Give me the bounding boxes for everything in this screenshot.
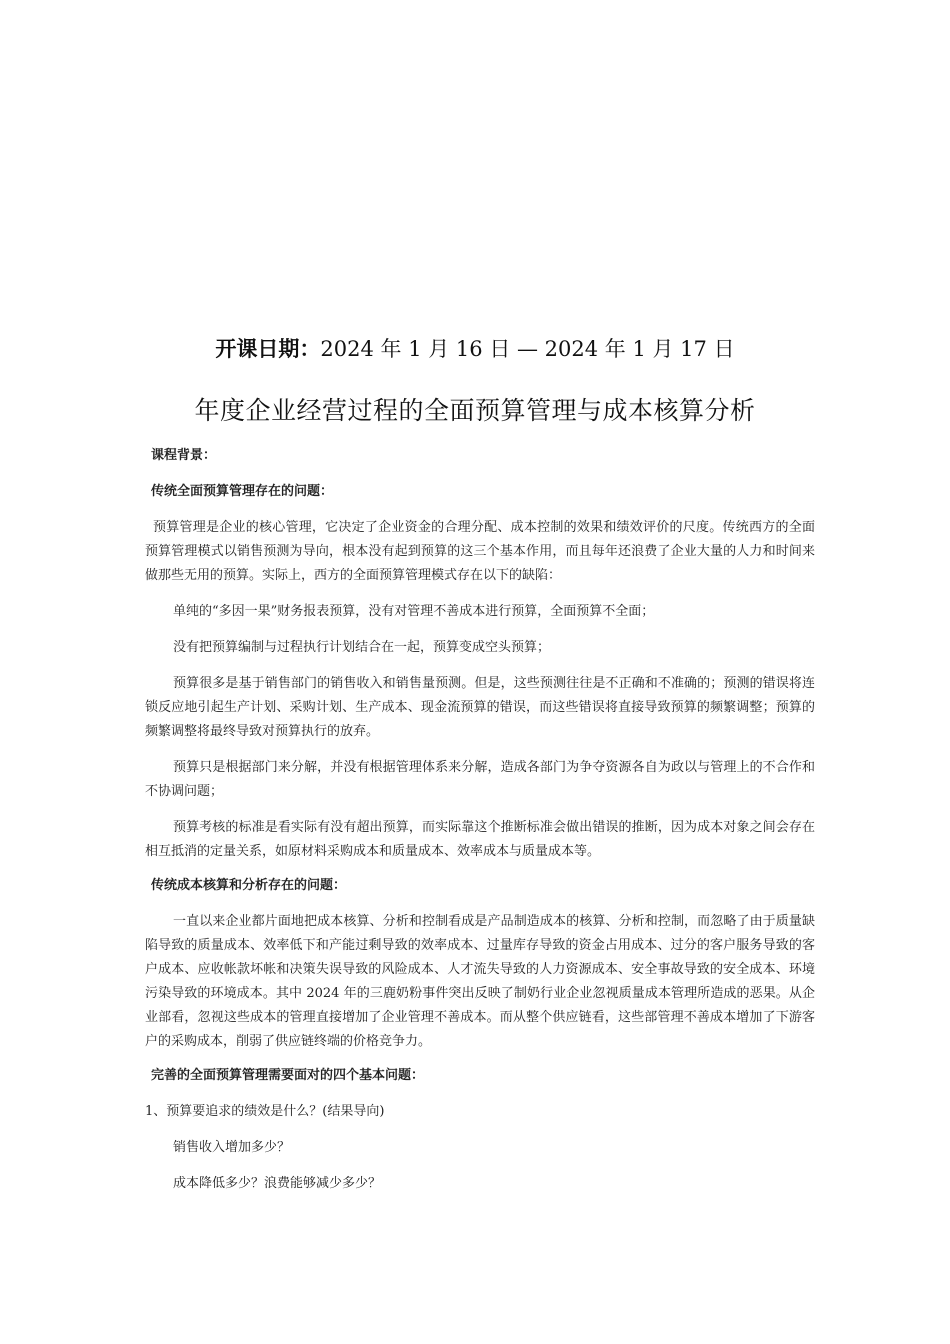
document-body [145, 444, 815, 1208]
budget-defect-item: 预算考核的标准是看实际有没有超出预算，而实际靠这个推断标准会做出错误的推断，因为成本对象之间会存在相互抵消的定量关系，如原材料采购成本和质量成本、效率成本与质量成本等。 [145, 820, 815, 859]
budget-defect-item: 没有把预算编制与过程执行计划结合在一起，预算变成空头预算； [173, 640, 551, 655]
course-title: 年度企业经营过程的全面预算管理与成本核算分析 [194, 396, 756, 425]
budget-problems-heading: 传统全面预算管理存在的问题： [151, 484, 334, 499]
four-questions-heading: 完善的全面预算管理需要面对的四个基本问题： [151, 1068, 425, 1083]
question-1-item: 成本降低多少？浪费能够减少多少？ [173, 1176, 382, 1191]
budget-defect-item: 预算只是根据部门来分解，并没有根据管理体系来分解，造成各部门为争夺资源各自为政以与管理上的不合作和不协调问题； [145, 760, 815, 799]
cost-paragraph: 一直以来企业都片面地把成本核算、分析和控制看成是产品制造成本的核算、分析和控制，而忽略了由于质量缺陷导致的质量成本、效率低下和产能过剩导致的效率成本、过量库存导致的资金占用成本、过分的客户服务导致的客户成本、应收帐款坏帐和决策失误导致的风险成本、人才流失导致的人力资源成本、安全事故导致的安全成本、环境污染导致的环境成本。其中 2024 年的三鹿奶粉事件突出反映了制奶行业企业忽视质量成本管理所造成的恶果。从企业部看，忽视这些成本的管理直接增加了企业管理不善成本。而从整个供应链看，这些部管理不善成本增加了下游客户的采购成本，削弱了供应链终端的价格竞争力。 [145, 914, 815, 1049]
budget-intro-paragraph: 预算管理是企业的核心管理，它决定了企业资金的合理分配、成本控制的效果和绩效评价的尺度。传统西方的全面预算管理模式以销售预测为导向，根本没有起到预算的这三个基本作用，而且每年还浪费了企业大量的人力和时间来做那些无用的预算。实际上，西方的全面预算管理模式存在以下的缺陷： [145, 520, 815, 583]
cost-problems-heading: 传统成本核算和分析存在的问题： [151, 878, 347, 893]
course-date-label: 开课日期： [215, 337, 321, 361]
course-date-value: 2024 年 1 月 16 日 — 2024 年 1 月 17 日 [320, 337, 735, 361]
question-1-item: 销售收入增加多少？ [173, 1140, 291, 1155]
budget-defect-item: 预算很多是基于销售部门的销售收入和销售量预测。但是，这些预测往往是不正确和不准确的；预测的错误将连锁反应地引起生产计划、采购计划、生产成本、现金流预算的错误，而这些错误将直接导致预算的频繁调整；预算的频繁调整将最终导致对预算执行的放弃。 [145, 676, 815, 739]
course-date-line [0, 334, 950, 364]
background-label: 课程背景： [151, 448, 217, 463]
budget-defect-item: 单纯的“多因一果”财务报表预算，没有对管理不善成本进行预算，全面预算不全面； [173, 604, 655, 619]
question-1: 1、预算要追求的绩效是什么？(结果导向) [145, 1104, 385, 1119]
